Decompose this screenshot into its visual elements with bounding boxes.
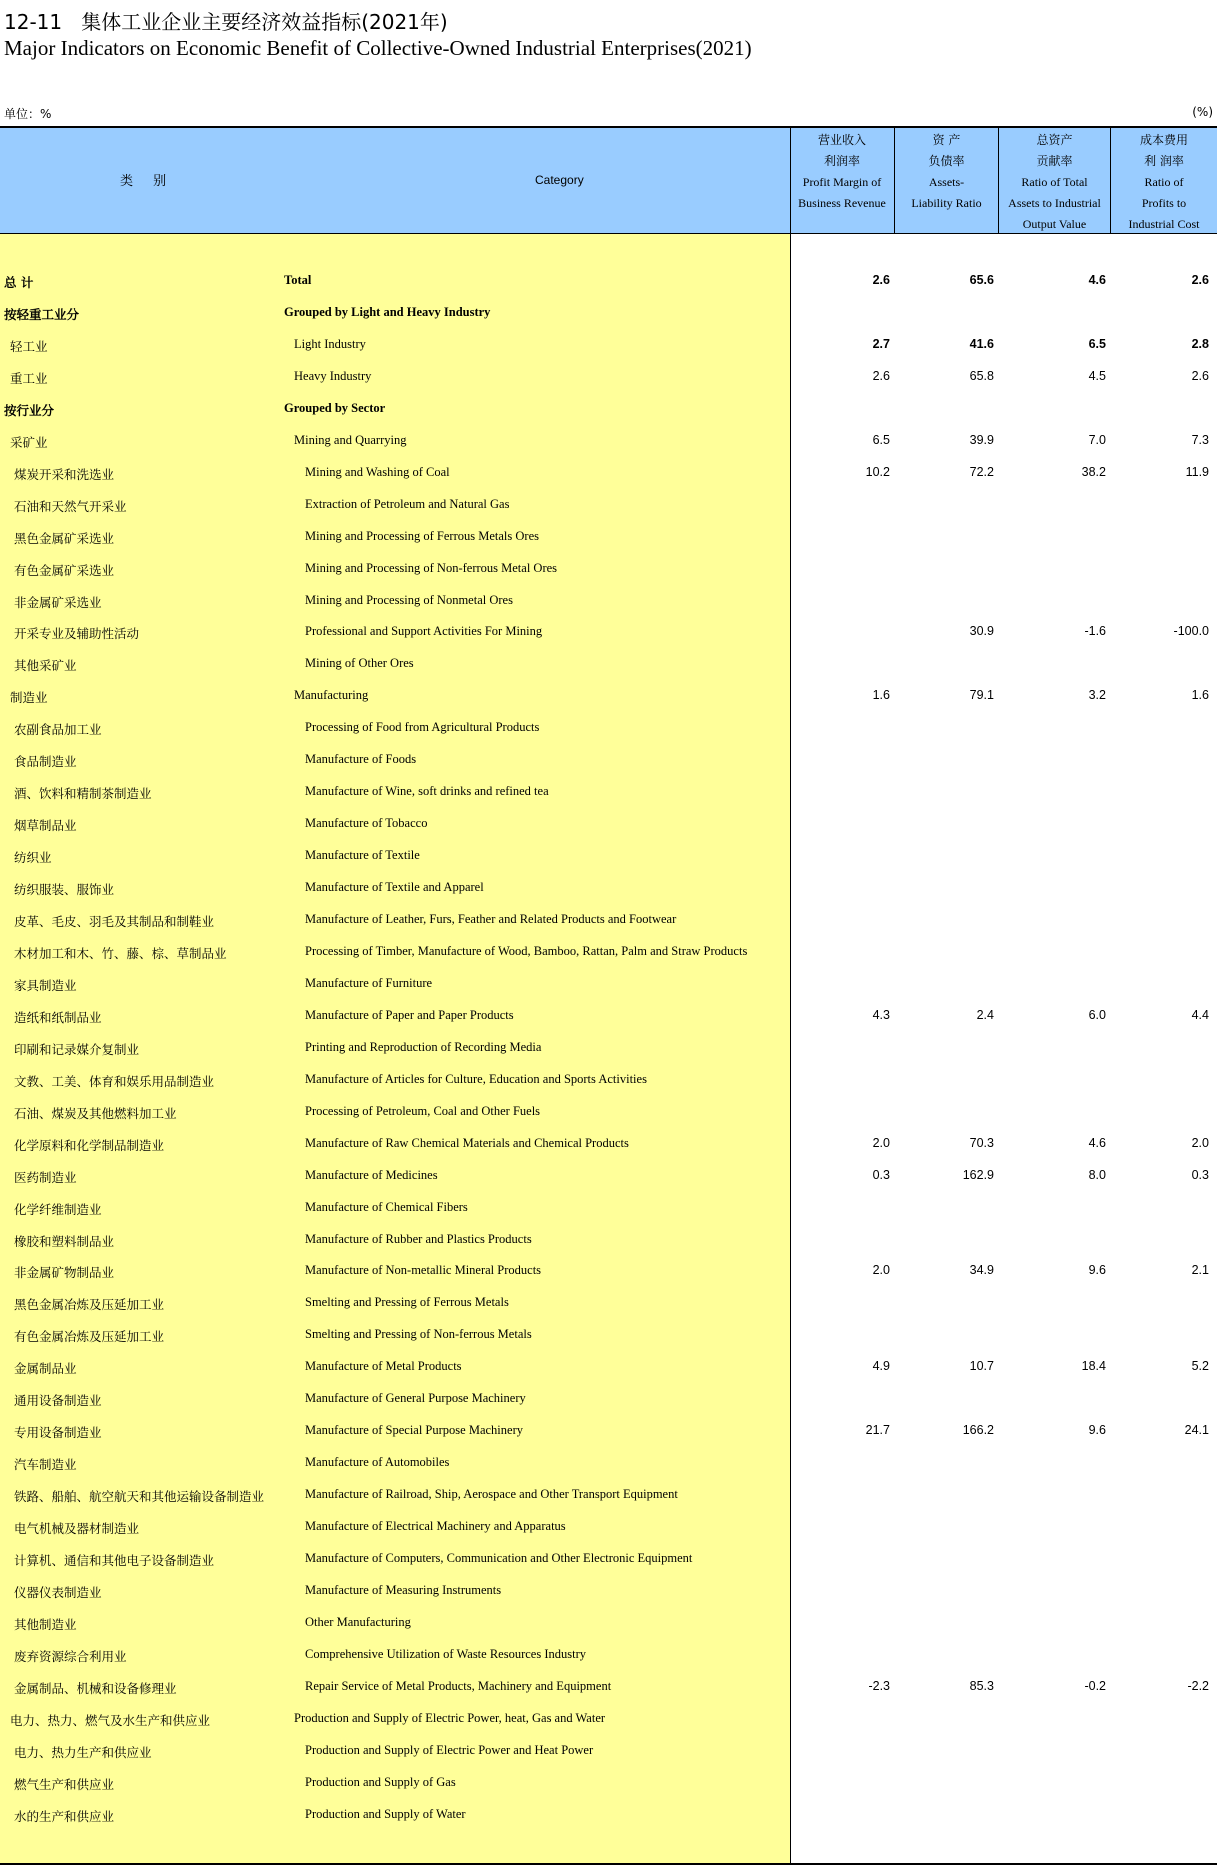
cell-value: 2.7 [872,336,890,351]
row-label-cn: 烟草制品业 [14,818,77,834]
row-label-en: Manufacture of Special Purpose Machinery [305,1423,523,1438]
header-col-liability-ratio: 资 产 负债率 Assets- Liability Ratio [911,133,982,210]
cell-value: 34.9 [969,1263,994,1278]
row-label-en: Manufacturing [294,688,369,703]
cell-value: 10.7 [969,1359,994,1374]
cell-value: 72.2 [969,464,994,479]
row-label-cn: 印刷和记录媒介复制业 [14,1041,140,1057]
cell-value: 5.2 [1191,1359,1209,1374]
cell-value: 9.6 [1088,1263,1106,1278]
row-label-en: Manufacture of Tobacco [305,816,428,831]
row-label-en: Production and Supply of Gas [305,1774,456,1789]
cell-value: 2.6 [872,368,890,383]
row-label-cn: 橡胶和塑料制品业 [14,1233,115,1249]
row-label-en: Manufacture of Furniture [305,975,433,990]
table-row [0,680,1217,712]
table-row [0,616,1217,648]
cell-value: 2.6 [872,273,890,287]
row-label-en: Manufacture of Non-metallic Mineral Products [305,1263,542,1278]
cell-value: 2.8 [1191,336,1209,351]
row-label-en: Processing of Petroleum, Coal and Other Fuels [305,1103,541,1118]
cell-value: 1.6 [1191,688,1209,703]
row-label-en: Printing and Reproduction of Recording Media [305,1039,542,1054]
row-label-cn: 黑色金属矿采选业 [14,530,115,546]
row-label-cn: 造纸和纸制品业 [14,1009,102,1025]
header-category-en: Category [535,173,584,187]
cell-value: 2.6 [1191,368,1209,383]
row-label-en: Heavy Industry [294,368,372,383]
row-label-en: Other Manufacturing [305,1614,411,1629]
cell-value: -2.3 [868,1678,890,1693]
table-row [0,1415,1217,1447]
row-label-en: Production and Supply of Electric Power, heat, Gas and Water [294,1710,606,1725]
table-row [0,489,1217,521]
row-label-cn: 木材加工和木、竹、藤、棕、草制品业 [14,945,227,961]
cell-value: 9.6 [1088,1423,1106,1438]
cell-value: 11.9 [1185,464,1209,479]
cell-value: 2.1 [1191,1263,1209,1278]
table-row [0,776,1217,808]
table-row [0,1543,1217,1575]
unit-label-right: (%) [1192,105,1213,119]
row-label-en: Extraction of Petroleum and Natural Gas [305,496,510,511]
table-row [0,393,1217,425]
table-row [0,1351,1217,1383]
row-label-cn: 电力、热力生产和供应业 [14,1744,152,1760]
table-row [0,712,1217,744]
row-label-cn: 通用设备制造业 [14,1393,102,1409]
row-label-en: Manufacture of Railroad, Ship, Aerospace and Other Transport Equipment [305,1487,678,1502]
row-label-en: Manufacture of Raw Chemical Materials and Chemical Products [305,1135,629,1150]
row-label-cn: 水的生产和供应业 [14,1808,115,1824]
table-row [0,1064,1217,1096]
cell-value: 2.0 [872,1135,890,1150]
row-label-en: Manufacture of Metal Products [305,1359,462,1374]
table-row [0,1287,1217,1319]
cell-value: 24.1 [1184,1423,1209,1438]
cell-value: -1.6 [1084,624,1106,639]
cell-value: 70.3 [969,1135,994,1150]
cell-value: 4.5 [1088,368,1106,383]
row-label-cn: 轻工业 [10,338,48,354]
header-col-cost-profit-ratio: 成本费用 利 润率 Ratio of Profits to Industrial Cost [1128,133,1200,231]
table-row [0,1447,1217,1479]
table-row [0,521,1217,553]
cell-value: 10.2 [865,464,890,479]
table-row [0,329,1217,361]
row-label-cn: 燃气生产和供应业 [14,1776,115,1792]
row-label-cn: 皮革、毛皮、羽毛及其制品和制鞋业 [14,914,215,929]
table-row [0,1799,1217,1831]
row-label-en: Manufacture of Textile [305,848,420,863]
row-label-cn: 废弃资源综合利用业 [14,1648,127,1664]
cell-value: 4.6 [1088,1135,1106,1150]
cell-value: 79.1 [969,688,994,703]
cell-value: 162.9 [962,1167,994,1182]
cell-value: 6.0 [1088,1007,1106,1022]
row-label-en: Production and Supply of Water [305,1806,466,1821]
row-label-cn: 非金属矿采选业 [14,594,102,610]
table-row [0,1767,1217,1799]
cell-value: 1.6 [872,688,890,703]
table-row [0,1192,1217,1224]
cell-value: 166.2 [962,1423,994,1438]
row-label-cn: 计算机、通信和其他电子设备制造业 [14,1553,215,1568]
table-row [0,1096,1217,1128]
table-row [0,1703,1217,1735]
table-row [0,425,1217,457]
row-label-en: Processing of Timber, Manufacture of Wood, Bamboo, Rattan, Palm and Straw Products [305,943,748,958]
table-row [0,904,1217,936]
header-top-rule [0,126,1217,128]
row-label-en: Comprehensive Utilization of Waste Resources Industry [305,1646,586,1661]
row-label-cn: 纺织业 [14,850,52,866]
row-label-en: Smelting and Pressing of Ferrous Metals [305,1295,509,1310]
row-label-cn: 电气机械及器材制造业 [14,1521,140,1537]
table-row [0,840,1217,872]
row-label-en: Production and Supply of Electric Power and Heat Power [305,1742,594,1757]
row-label-en: Manufacture of Textile and Apparel [305,880,484,895]
cell-value: 4.4 [1191,1007,1209,1022]
row-label-en: Manufacture of Foods [305,752,417,767]
row-label-cn: 黑色金属冶炼及压延加工业 [14,1297,165,1313]
row-label-en: Manufacture of Articles for Culture, Education and Sports Activities [305,1071,647,1086]
row-label-en: Light Industry [294,336,366,351]
cell-value: 2.0 [872,1263,890,1278]
row-label-en: Manufacture of Leather, Furs, Feather and Related Products and Footwear [305,912,677,926]
row-label-cn: 铁路、船舶、航空航天和其他运输设备制造业 [14,1489,265,1505]
row-label-en: Grouped by Light and Heavy Industry [284,304,491,319]
header-col-profit-margin: 营业收入 利润率 Profit Margin of Business Revenue [798,133,886,210]
row-label-en: Mining of Other Ores [305,656,414,671]
cell-value: 21.7 [865,1423,890,1438]
table-row [0,1511,1217,1543]
row-label-cn: 化学纤维制造业 [14,1201,102,1217]
cell-value: 0.3 [1191,1167,1209,1182]
table-row [0,585,1217,617]
header-category-cn: 类 别 [120,174,175,189]
row-label-en: Mining and Processing of Nonmetal Ores [305,592,513,607]
header-col-assets-ratio: 总资产 贡献率 Ratio of Total Assets to Industrial Output Value [1008,133,1101,231]
row-label-cn: 食品制造业 [14,754,77,770]
cell-value: 38.2 [1081,464,1106,479]
row-label-en: Manufacture of Chemical Fibers [305,1199,468,1214]
row-label-en: Manufacture of Automobiles [305,1455,450,1470]
cell-value: 18.4 [1081,1359,1106,1374]
cell-value: -0.2 [1084,1678,1106,1693]
row-label-en: Mining and Processing of Ferrous Metals Ores [305,528,539,543]
cell-value: 30.9 [969,624,994,639]
row-label-cn: 金属制品业 [14,1361,77,1377]
table-bottom-rule [0,1863,1217,1865]
cell-value: 4.3 [872,1007,890,1022]
table-row [0,968,1217,1000]
row-label-cn: 农副食品加工业 [14,722,102,738]
row-label-cn: 金属制品、机械和设备修理业 [14,1680,177,1696]
row-label-en: Smelting and Pressing of Non-ferrous Metals [305,1327,532,1342]
table-row [0,1479,1217,1511]
row-label-cn: 按行业分 [4,402,55,418]
cell-value: 2.0 [1191,1135,1209,1150]
row-label-cn: 重工业 [10,370,48,386]
row-label-cn: 总 计 [4,275,34,290]
cell-value: 39.9 [969,432,994,447]
table-row [0,1735,1217,1767]
unit-label: 单位：% [4,107,52,121]
table-row [0,744,1217,776]
cell-value: 6.5 [872,432,890,447]
table-row [0,361,1217,393]
table-row [0,265,1217,297]
cell-value: 3.2 [1088,688,1106,703]
table-row [0,1255,1217,1287]
row-label-cn: 家具制造业 [14,977,77,993]
table-row [0,457,1217,489]
cell-value: 41.6 [969,336,994,351]
cell-value: 4.9 [872,1359,890,1374]
table-row [0,1224,1217,1256]
row-label-en: Manufacture of Measuring Instruments [305,1582,502,1597]
row-label-en: Repair Service of Metal Products, Machinery and Equipment [305,1678,612,1693]
row-label-cn: 专用设备制造业 [14,1425,102,1441]
table-row [0,1160,1217,1192]
cell-value: 0.3 [872,1167,890,1182]
table-row [0,1128,1217,1160]
row-label-en: Professional and Support Activities For Mining [305,624,543,639]
row-label-cn: 有色金属矿采选业 [14,562,115,578]
row-label-en: Manufacture of Wine, soft drinks and refined tea [305,784,549,799]
row-label-cn: 非金属矿物制品业 [14,1265,115,1281]
row-label-cn: 制造业 [10,690,48,706]
cell-value: 85.3 [969,1678,994,1693]
row-label-cn: 采矿业 [10,434,48,450]
table-row [0,648,1217,680]
cell-value: -2.2 [1187,1678,1209,1693]
cell-value: 4.6 [1088,273,1106,287]
row-label-cn: 有色金属冶炼及压延加工业 [14,1329,165,1345]
cell-value: 2.4 [976,1007,994,1022]
cell-value: 7.3 [1191,432,1209,447]
row-label-en: Mining and Quarrying [294,432,407,447]
row-label-en: Manufacture of Computers, Communication and Other Electronic Equipment [305,1551,693,1565]
row-label-cn: 纺织服装、服饰业 [14,882,115,898]
table-title-cn: 12-11 集体工业企业主要经济效益指标(2021年) [4,10,448,34]
table-row [0,1607,1217,1639]
row-label-cn: 医药制造业 [14,1169,77,1185]
row-label-cn: 酒、饮料和精制茶制造业 [14,786,152,802]
cell-value: 2.6 [1191,273,1209,287]
row-label-cn: 开采专业及辅助性活动 [14,626,140,642]
table-row [0,1319,1217,1351]
row-label-en: Total [284,273,312,287]
table-row [0,1671,1217,1703]
row-label-cn: 按轻重工业分 [4,306,80,322]
cell-value: 8.0 [1088,1167,1106,1182]
table-row [0,872,1217,904]
row-label-cn: 煤炭开采和洗选业 [14,466,115,482]
table-row [0,1639,1217,1671]
table-row [0,1575,1217,1607]
cell-value: 65.8 [969,368,994,383]
row-label-cn: 其他制造业 [14,1616,77,1632]
row-label-cn: 仪器仪表制造业 [14,1584,102,1600]
row-label-cn: 文教、工美、体育和娱乐用品制造业 [14,1073,215,1089]
row-label-en: Mining and Washing of Coal [305,464,450,479]
row-label-cn: 化学原料和化学制品制造业 [14,1137,165,1153]
row-label-en: Manufacture of Electrical Machinery and Apparatus [305,1519,566,1534]
row-label-cn: 其他采矿业 [14,658,77,674]
row-label-en: Manufacture of Medicines [305,1167,438,1182]
row-label-en: Manufacture of Paper and Paper Products [305,1007,514,1022]
table-row [0,1383,1217,1415]
table-row [0,936,1217,968]
row-label-cn: 汽车制造业 [14,1457,77,1473]
table-row [0,553,1217,585]
row-label-en: Grouped by Sector [284,400,386,415]
row-label-en: Mining and Processing of Non-ferrous Metal Ores [305,560,558,575]
row-label-cn: 石油和天然气开采业 [14,498,127,514]
cell-value: -100.0 [1173,624,1209,639]
row-label-en: Manufacture of General Purpose Machinery [305,1391,526,1406]
table-row [0,1000,1217,1032]
table-row [0,808,1217,840]
row-label-cn: 石油、煤炭及其他燃料加工业 [14,1105,177,1121]
table-row [0,1032,1217,1064]
table-title-en: Major Indicators on Economic Benefit of Collective-Owned Industrial Enterprises(2021) [4,36,752,60]
cell-value: 6.5 [1088,336,1106,351]
cell-value: 65.6 [969,273,994,287]
table-row [0,297,1217,329]
row-label-cn: 电力、热力、燃气及水生产和供应业 [10,1712,211,1728]
row-label-en: Manufacture of Rubber and Plastics Products [305,1231,532,1246]
cell-value: 7.0 [1088,432,1106,447]
row-label-en: Processing of Food from Agricultural Products [305,720,540,735]
